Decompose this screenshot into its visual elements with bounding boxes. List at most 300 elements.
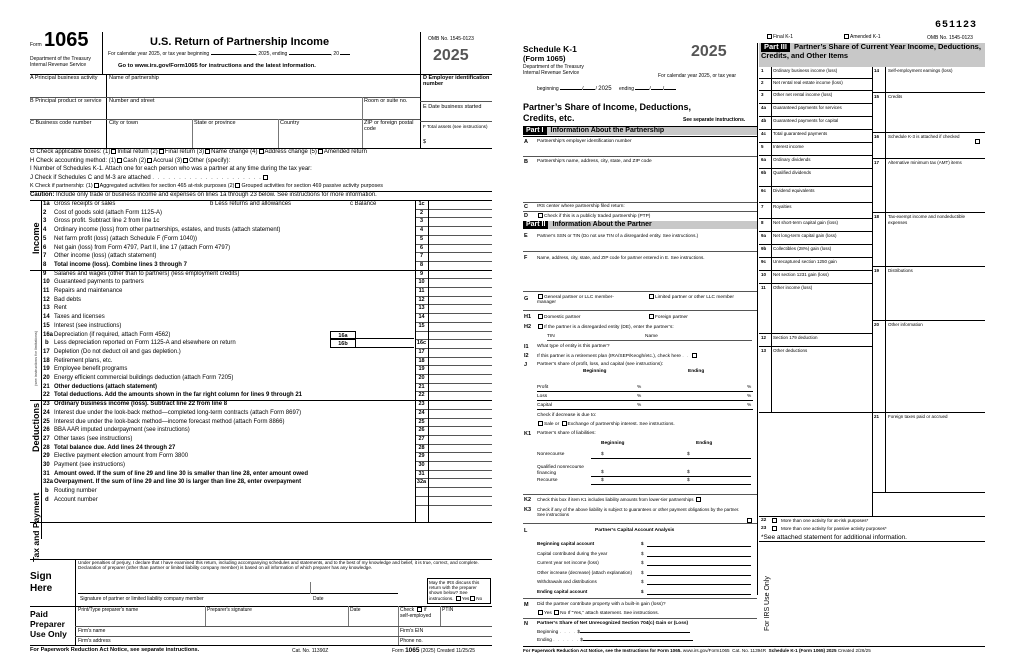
lower-tier-checkbox[interactable] [696,497,701,502]
line-text: Other deductions (attach statement) [54,383,158,390]
sig-date-label: Date [313,596,324,602]
line-5 [30,244,492,253]
line-1c-text: c Balance [350,201,377,207]
builtin-gain-yes-checkbox[interactable] [538,610,543,615]
line-number: 12 [43,296,50,303]
k1-j-beginning: Beginning [583,369,607,374]
line-ref: 26 [418,427,425,434]
line-3 [30,226,492,235]
k1-tin: TIN [547,334,555,339]
part-iii-right [872,67,985,515]
line-text: Interest due under the look-back method—income forecast method (attach Form 8866) [54,418,285,425]
line-amount-field[interactable] [428,478,492,487]
ptin-label: PTIN [442,607,454,613]
k1-n-end: Ending . . . . . . $ [537,638,693,644]
line-ref: 3 [419,218,424,225]
j-row: Profit % % [537,385,752,390]
mid-amount-field[interactable] [356,339,414,348]
income-deductions-table [30,200,492,559]
k1-k1: K1 [524,431,532,437]
line-19 [30,365,492,374]
k1-n-text: Partner’s Share of Net Unrecognized Section 704(c) Gain or (Loss) [537,621,689,626]
line-ref: 30 [418,462,425,468]
line-21 [30,383,492,392]
k1-h1: H1 [524,314,532,320]
line-ref: 32a [416,479,427,486]
line-amount-field[interactable] [428,426,492,435]
partnership-name-field[interactable] [108,82,418,96]
signature-label: Signature of partner or limited liability company member [80,596,204,602]
k1-k3: K3 [524,507,532,513]
line-number: 21 [43,383,50,390]
line-text: BBA AAR imputed underpayment (see instructions) [54,427,190,434]
k1-g-limited: Limited partner or other LLC member [648,294,748,300]
irs-use-only: For IRS Use Only [764,576,771,631]
partner-signature-field[interactable] [78,576,398,594]
line-amount-field[interactable] [428,487,492,496]
line-ref: 8 [419,261,424,268]
j-row: Capital % % [537,403,752,408]
schedule-k1-page: 651123 Final K-1 Amended K-1 OMB No. 1545-0123 Schedule K-1 (Form 1065) 2025 Department of the Treasury Internal Revenue Service For calendar year 2025, or tax year beginning / / 2025 ending / / Partner’s Share of Income, Deductions, Credits, etc. See separate instructions. Part I Information About the Partnership A Partnership’s employer identification number B Partnership’s name, address, city, state, and ZIP code C IRS center where partnership filed return: D Check if this is a publicly traded partnership (PTP) Part II Information About the Partner E Partner’s SSN or TIN (Do not use TIN of a disregarded entity. See instructions.) F Name, address, city, state, and ZIP code for partner entered in E. See instructions. G General partner or LLC member-manager Limited partner or other LLC member H1 Domestic partner Foreign partner H2 If the partner is a disregarded entity (DE), enter the partner’s: TIN Name I1 What type of entity is this partner? I2 If this partner is a retirement plan (IRA/SEP/Keogh/etc.), check here . . J Partner’s share of profit, loss, and capital (see instructions): Beginning Ending Profit % % Loss % % Capital % % Check if decrease is due to: Sale or Exchange of partnership interest. See instructions. K1 Partner’s share of liabilities: Beginning Ending Nonrecourse $ $ Qualified nonrecourse financing $ $ Recourse $ $ K2 Check this box if item K1 includes liability amounts from lower-tier partnerships K3 Check if any of the above liability is subject to guarantees or other payment obligations by the partner. See instructions L Partner’s Capital Account Analysis Beginning capital account $ Capital contributed during the year $ Current year net income (loss) $ Other increase (decrease) (attach explanation) $ Withdrawals and distributions $ Ending capital account $ M Did the partner contribute property with a built-in gain (loss)? Yes No If “Yes,” attach statement. See instructions. N Partner’s Share of Net Unrecognized Section 704(c) Gain or (Loss) Beginning . . . . $ Ending . . . . . . $ Part III Partner’s Share of Current Year Income, Deductions, Credits, and Other Items 1 Ordinary business income (loss) 2 Net rental real estate income (loss) 3 Other net rental income (loss) 4a Guaranteed payments for services 4b Guaranteed payments for capital 4c Total guaranteed payments 5 Interest income 6a Ordinary dividends 6b Qualified dividends 6c Dividend equivalents 7 Royalties 8 Net short-term capital gain (loss) 9a Net long-term capital gain (loss) 9b Collectibles (28%) gain (loss) 9c Unrecaptured section 1250 gain 10 Net section 1231 gain (loss) 11 Other income (loss) 12 Section 179 deduction 13 Other deductions 14 Self-employment earnings (loss) 15 Credits 16 Schedule K-3 is attached if checked 17 Alternative minimum tax (AMT) items 18 Tax-exempt income and nondeductible expenses 19 Distributions 20 Other information 21 Foreign taxes paid or accrued 22 More than one activity for at-risk purposes* 23 More than one activity for passive activity purposes* *See attached statement for additional information. For IRS Use Only For Paperwork Reduction Act Notice, see the Instructions for Form 1065. www.irs.gov/Form1065 Cat. No. 11394R Schedule K-1 (Form 1065) 2025 Created 2/26/25 [523,6,985,661]
k1-capital-table [537,539,757,597]
accrual-checkbox[interactable] [147,158,152,163]
k1-e: E [524,233,528,239]
line-0 [30,200,492,209]
line-ref: 6 [419,244,424,251]
item-12: 12 Section 179 deduction [759,334,872,347]
tax-year: 2025 [433,47,469,64]
item-4c: 4c Total guaranteed payments [759,130,872,143]
item-17: 17 Alternative minimum tax (AMT) items [872,159,985,213]
line-30 [30,461,492,470]
k1-d-text: Check if this is a publicly traded partnership (PTP) [537,213,650,220]
item-2: 2 Net rental real estate income (loss) [759,79,872,91]
line-14 [30,322,492,331]
line-number: 8 [43,261,47,268]
line-text: Interest due under the look-back method—completed long-term contracts (attach Form 8697) [54,409,302,416]
item-10: 10 Net section 1231 gain (loss) [759,271,872,284]
line-amount-field[interactable] [428,322,492,331]
dept-treasury: Department of the Treasury [30,56,91,62]
k1-j-sale: Sale or Exchange of partnership interest. See instructions. [537,421,675,428]
liability-row: Recourse $ $ [537,478,753,490]
part-iii-left [759,67,872,515]
line-34 [30,496,492,505]
line-ref: 22 [418,392,425,399]
line-1b-text: b Less returns and allowances [210,201,292,207]
amended-k1: Amended K-1 [843,34,881,40]
city-label: City or town [109,120,139,126]
line-text: Ordinary business income (loss). Subtract line 22 from line 8 [54,401,228,408]
perjury-statement: Under penalties of perjury, I declare that I have examined this return, including accompanying schedules and statements, and to the best of my knowledge and belief, it is true, correct, and complete. Declaration of preparer (other than partner or limited liability company member) is based on all information of which preparer has any knowledge. [78,560,479,571]
k1-l-text: Partner’s Capital Account Analysis [595,528,675,533]
line-text: Amount owed. If the sum of line 29 and line 30 is smaller than line 28, enter amount owed [54,470,309,477]
amended-k1-checkbox[interactable] [844,34,849,39]
line-amount-field[interactable] [428,400,492,409]
line-amount-field[interactable] [428,461,492,470]
capital-row: Withdrawals and distributions $ [537,577,753,586]
line-i: I Number of Schedules K-1. Attach one for each person who was a partner at any time during the tax year: [30,166,312,172]
passive-activity-checkbox[interactable] [772,526,777,531]
k1-k1-ending: Ending [696,441,713,446]
line-number: 10 [43,279,50,286]
item-6a: 6a Ordinary dividends [759,156,872,169]
final-k1-checkbox[interactable] [767,34,772,39]
line-10 [30,287,492,296]
line-number: 11 [43,288,50,294]
line-amount-field[interactable] [428,365,492,374]
street-field[interactable] [108,105,358,117]
item-15: 15 Credits [872,93,985,133]
line-ref: 28 [418,444,425,451]
k1-d: D [524,213,528,219]
line-ref: 9 [419,270,424,277]
label-e: E Date business started [423,104,482,110]
line-text: Salaries and wages (other than to partners) (less employment credits) [54,270,240,277]
line-amount-field[interactable] [428,383,492,392]
limited-partner-checkbox[interactable] [649,294,654,299]
k1-h2: H2 [524,324,532,330]
discuss-yes-checkbox[interactable] [456,596,461,601]
line-amount-field[interactable] [428,339,492,348]
line-number: 25 [43,418,50,425]
line-amount-field[interactable] [428,209,492,218]
line-6 [30,252,492,261]
line-text: Total income (loss). Combine lines 3 through 7 [54,261,187,268]
line-number: 18 [43,357,50,364]
paid-label: Paid [30,609,48,619]
item-6b: 6b Qualified dividends [759,169,872,187]
k3-attached-checkbox[interactable] [975,139,980,144]
line-number: 32a [43,479,54,486]
line-17 [30,348,492,357]
sale-checkbox[interactable] [538,421,543,426]
mid-amount-field[interactable] [356,331,414,340]
line-text: Account number [54,496,98,503]
line-ref: 14 [418,314,425,321]
line-24 [30,409,492,418]
item-1: 1 Ordinary business income (loss) [759,67,872,79]
line-number: 15 [43,322,50,329]
line-text: Other income (loss) (attach statement) [54,253,157,260]
line-amount-field[interactable] [428,435,492,444]
tax-year-line: For calendar year 2025, or tax year beginning , 2025, ending , 20 [108,51,350,57]
line-9 [30,278,492,287]
k1-irs: Internal Revenue Service [523,70,580,76]
line-number: 2 [43,209,47,216]
mid-ref-box: 16a [330,331,356,340]
builtin-gain-no-checkbox[interactable] [554,610,559,615]
line-11 [30,296,492,305]
k1-i1: I1 [524,344,529,350]
line-amount-field[interactable] [428,278,492,287]
line-amount-field[interactable] [428,452,492,461]
k1-i1-text: What type of entity is this partner? [537,344,610,349]
schedules-c-m3-checkbox[interactable] [263,175,268,180]
label-f: F Total assets (see instructions) [423,124,488,129]
line-26 [30,426,492,435]
line-ref: 11 [418,288,425,294]
goto-url: Go to www.irs.gov/Form1065 for instructions and the latest information. [118,63,316,69]
zip-label: ZIP or foreign postal code [364,120,414,132]
line-text: Interest (see instructions) [54,322,122,329]
line-number: 3 [43,218,47,225]
k1-m: M [524,602,529,608]
line-ref: 18 [418,357,425,364]
line-h: H Check accounting method: (1) Cash (2) Accrual (3) Other (specify): [30,157,231,164]
k1-j-text: Partner’s share of profit, loss, and capital (see instructions): [537,362,664,367]
capital-row: Ending capital account $ [537,587,753,596]
self-employed-check: Check if self-employed [400,607,432,619]
line-number: b [45,340,49,347]
line-number: 7 [43,253,47,260]
line-number: 16a [43,331,54,338]
k1-title: Schedule K-1 [523,44,577,54]
capital-row: Other increase (decrease) (attach explanation) $ [537,568,753,577]
cash-checkbox[interactable] [117,158,122,163]
line-number: 27 [43,435,50,442]
line-amount-field[interactable] [428,418,492,427]
item-9b: 9b Collectibles (28%) gain (loss) [759,245,872,258]
line-ref: 17 [418,348,425,355]
preparer-sig-label: Preparer's signature [207,607,252,613]
line-number: 28 [43,444,50,451]
see-attached: *See attached statement for additional information. [761,534,907,541]
item-20: 20 Other information [872,321,985,413]
k1-k2-text: Check this box if item K1 includes liability amounts from lower-tier partnerships [537,497,702,503]
disregarded-entity-checkbox[interactable] [538,324,543,329]
irs-label: Internal Revenue Service [30,62,87,68]
line-number: 24 [43,409,50,416]
form-title: U.S. Return of Partnership Income [150,36,330,48]
aggregated-activities-checkbox[interactable] [94,183,99,188]
section-tax-payment: Tax and Payment [31,492,41,562]
form-word: Form [30,42,42,48]
line-amount-field[interactable] [428,374,492,383]
line-text: Routing number [54,488,97,495]
line-2 [30,217,492,226]
ptp-checkbox[interactable] [538,213,543,218]
liability-row: Qualified nonrecourse financing $ $ [537,465,753,477]
line-k: K Check if partnership: (1) Aggregated activities for section 465 at-risk purposes (2) Grouped activities for section 469 passive activity purposes [30,183,383,189]
line-amount-field[interactable] [428,226,492,235]
line-text: Guaranteed payments to partners [54,279,144,286]
form-number: 1065 [44,29,89,51]
preparer-label: Preparer [30,619,65,629]
line-j: J Check if Schedules C and M-3 are attached . . . . . . . . . . . . . . . . . . . . . [30,175,269,182]
foreign-partner-checkbox[interactable] [649,314,654,319]
at-risk-checkbox[interactable] [772,518,777,523]
line-ref: 10 [418,279,425,286]
line-ref: 15 [418,322,425,329]
line-number: 23 [43,401,50,408]
k1-k1-text: Partner’s share of liabilities: [537,431,596,436]
line-amount-field[interactable] [428,244,492,253]
line-text: Net farm profit (loss) (attach Schedule F (Form 1040)) [54,235,198,242]
self-employed-checkbox[interactable] [417,607,422,612]
line-text: Retirement plans, etc. [54,357,113,364]
line-ref: 13 [418,305,425,312]
line-text: Depreciation (if required, attach Form 4562) [54,331,171,338]
grouped-activities-checkbox[interactable] [235,183,240,188]
name-change-checkbox[interactable] [205,149,210,154]
k1-year: 2025 [691,43,727,60]
line-32 [30,478,492,487]
k1-g: G [524,296,529,302]
line-number: 1a [43,201,50,207]
section-income: Income [31,222,41,254]
part-ii-header: Part II Information About the Partner [523,221,757,229]
line-text: Ordinary income (loss) from other partnerships, estates, and trusts (attach statement) [54,227,281,234]
line-number: 4 [43,227,47,234]
label-c: C Business code number [30,120,92,126]
line-amount-field[interactable] [428,217,492,226]
line-amount-field[interactable] [428,409,492,418]
line-ref: 21 [418,383,425,390]
section-deductions: Deductions [31,402,41,452]
k1-j-decrease: Check if decrease is due to: [537,413,597,418]
line-amount-field[interactable] [428,270,492,279]
item-5: 5 Interest income [759,143,872,156]
line-number: 6 [43,244,47,251]
item-9c: 9c Unrecaptured section 1250 gain [759,258,872,271]
k1-j: J [524,362,528,368]
line-16 [30,339,492,348]
line-23 [30,400,492,409]
line-27 [30,435,492,444]
k1-tax-period: beginning / / 2025 ending / / [537,86,676,92]
k1-k2: K2 [524,497,532,503]
barcode-number: 651123 [935,20,978,31]
k1-k3-cb [746,512,753,530]
line-22 [30,391,492,400]
use-only-label: Use Only [30,629,67,639]
line-text: Rent [54,305,67,312]
sign-label: Sign [30,571,52,582]
preparer-name-label: Print/Type preparer's name [78,607,139,613]
item-16: 16 Schedule K-3 is attached if checked [872,133,985,159]
retirement-plan-checkbox[interactable] [692,353,697,358]
country-label: Country [280,120,300,126]
phone-label: Phone no. [400,638,423,644]
line-ref: 5 [419,235,424,242]
line-ref: 19 [418,366,425,373]
line-number: 20 [43,375,50,381]
line-amount-field[interactable] [428,200,492,209]
label-b: B Principal product or service [30,98,102,104]
other-method-checkbox[interactable] [183,158,188,163]
k1-m-text: Did the partner contribute property with a built-in gain (loss)? [537,602,666,607]
line-amount-field[interactable] [428,444,492,453]
line-29 [30,452,492,461]
address-change-checkbox[interactable] [259,149,264,154]
line-ref: 29 [418,453,425,460]
line-number: b [45,488,49,495]
form-1065-page [30,6,492,661]
line-g: G Check applicable boxes: (1) Initial return (2) Final return (3) Name change (4) Address change (5) Amended return [30,149,367,156]
line-amount-field[interactable] [428,348,492,357]
discuss-box: May the IRS discuss this return with the preparer shown below? See instructions. Yes No [427,578,491,604]
line-text: Depletion (Do not deduct oil and gas depletion.) [54,348,181,355]
line-number: 5 [43,235,47,242]
line-number: 9 [43,270,47,277]
paperwork-notice: For Paperwork Reduction Act Notice, see separate instructions. [30,647,200,653]
line-15 [30,331,492,340]
line-ref: 2 [419,209,424,216]
k1-dept: Department of the Treasury [523,64,584,70]
part-i-header: Part I Information About the Partnership [523,127,757,135]
line-amount-field[interactable] [428,313,492,322]
item-13: 13 Other deductions [759,347,872,413]
domestic-partner-checkbox[interactable] [538,314,543,319]
line-13 [30,313,492,322]
line-amount-field[interactable] [428,304,492,313]
line-amount-field[interactable] [428,235,492,244]
k1-f-text: Name, address, city, state, and ZIP code for partner entered in E. See instructions. [537,255,705,260]
k1-share-title: Partner’s Share of Income, Deductions, Credits, etc. [523,102,692,123]
amended-return-checkbox[interactable] [318,149,323,154]
capital-row: Beginning capital account $ [537,539,753,548]
line-amount-field[interactable] [428,496,492,505]
line-7 [30,261,492,270]
line-amount-field[interactable] [428,287,492,296]
final-return-checkbox[interactable] [159,149,164,154]
k1-see-sep: See separate instructions. [683,117,746,123]
line-text: Other taxes (see instructions) [54,435,133,442]
line-text: Repairs and maintenance [54,288,123,294]
item-6c: 6c Dividend equivalents [759,187,872,203]
item-11: 11 Other income (loss) [759,284,872,334]
item-8: 8 Net short-term capital gain (loss) [759,219,872,232]
line-ref: 23 [418,401,425,408]
item-9a: 9a Net long-term capital gain (loss) [759,232,872,245]
line-ref: 16c [416,340,427,347]
line-number: 22 [43,392,50,399]
line-amount-field[interactable] [428,391,492,400]
k1-k1-beginning: Beginning [601,441,625,446]
line-text: Less depreciation reported on Form 1125-A and elsewhere on return [54,340,236,347]
firm-ein-label: Firm's EIN [400,628,424,634]
line-amount-field[interactable] [428,470,492,479]
street-label: Number and street [109,98,155,104]
line-amount-field[interactable] [428,357,492,366]
discuss-no-checkbox[interactable] [470,596,475,601]
general-partner-checkbox[interactable] [538,294,543,299]
line-amount-field[interactable] [428,261,492,270]
exchange-checkbox[interactable] [562,421,567,426]
line-ref: 31 [418,470,425,477]
line-text: Bad debts [54,296,82,303]
k1-subtitle: (Form 1065) [523,54,566,63]
k1-a-text: Partnership’s employer identification number [537,139,632,144]
item-4a: 4a Guaranteed payments for services [759,104,872,117]
line-ref: 25 [418,418,425,425]
line-28 [30,444,492,453]
initial-return-checkbox[interactable] [111,149,116,154]
mid-ref-box: 16b [330,339,356,348]
line-text: Net gain (loss) from Form 4797, Part II, line 17 (attach Form 4797) [54,244,231,251]
line-text: Energy efficient commercial buildings deduction (attach Form 7205) [54,375,234,381]
room-label: Room or suite no. [364,98,408,104]
k1-b: B [524,159,528,165]
line-amount-field[interactable] [428,252,492,261]
line-ref: 12 [418,296,425,303]
preparer-date-label: Date [350,607,361,613]
line-amount-field[interactable] [428,296,492,305]
capital-row: Capital contributed during the year $ [537,549,753,558]
line-20 [30,374,492,383]
line-number: d [45,496,49,503]
